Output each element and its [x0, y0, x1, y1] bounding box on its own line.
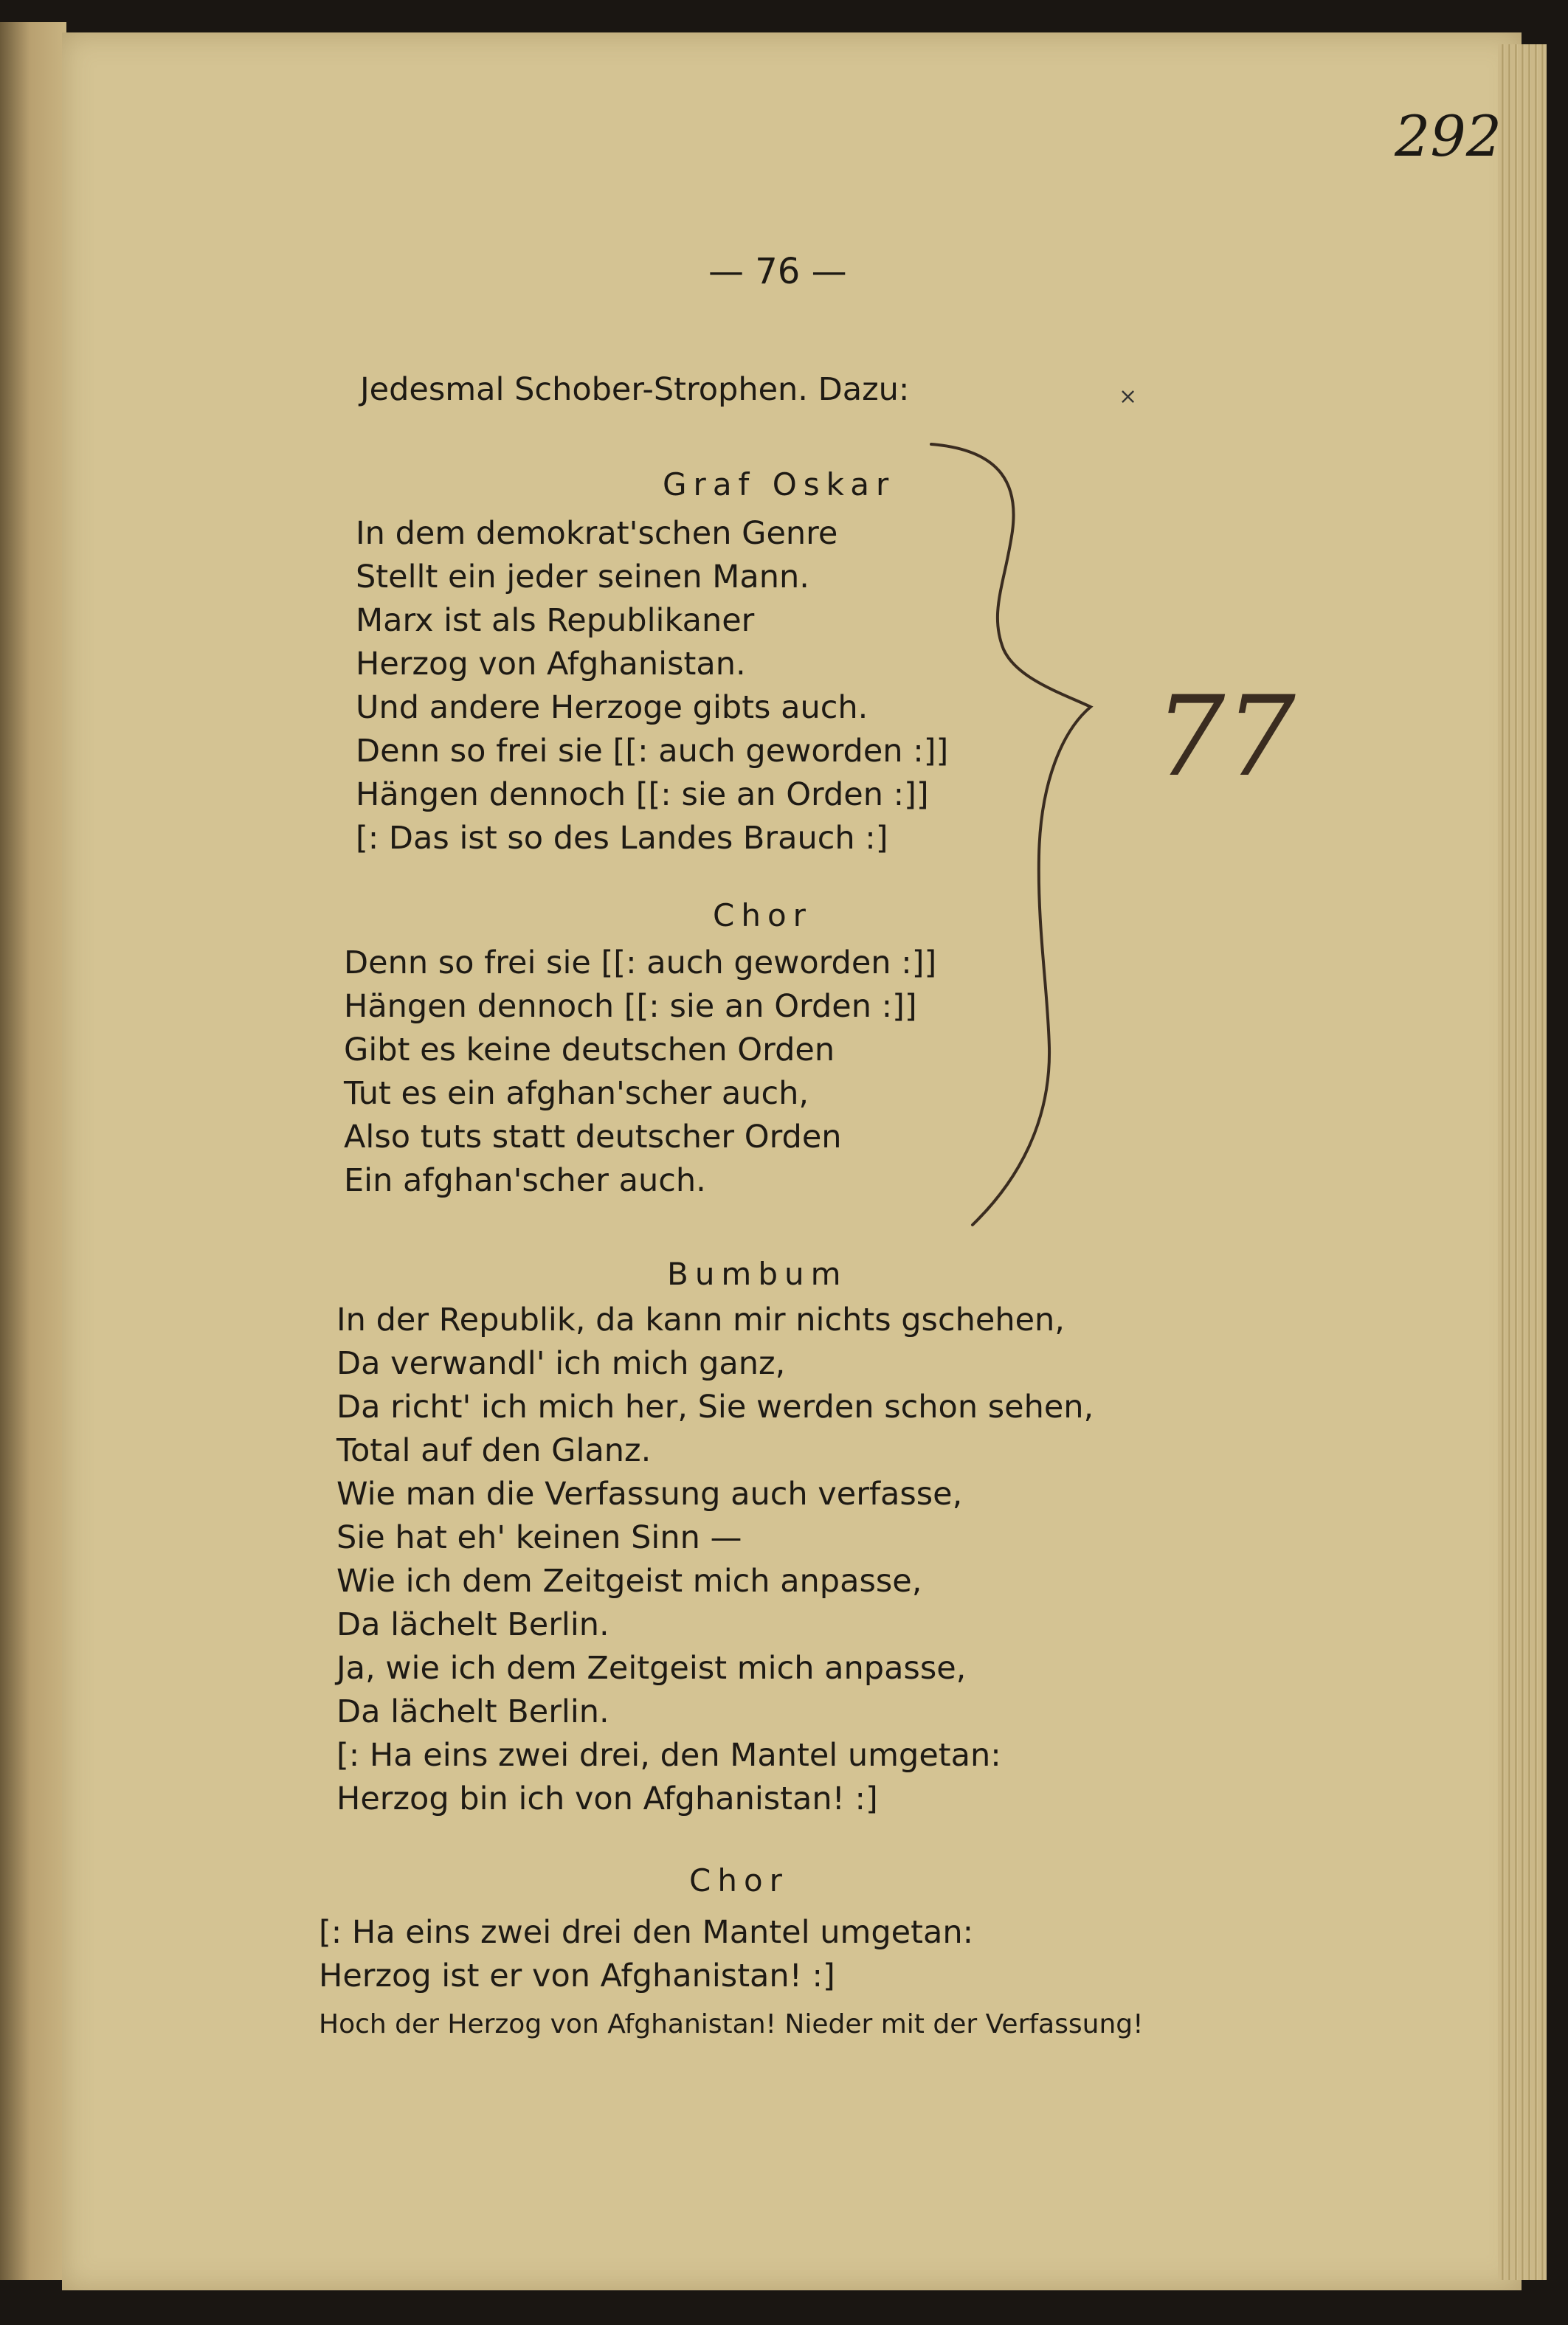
verse-line: Da richt' ich mich her, Sie werden schon sehen,	[336, 1389, 1094, 1426]
verse-line: Da verwandl' ich mich ganz,	[336, 1345, 786, 1382]
verse-line: Herzog bin ich von Afghanistan! :]	[336, 1780, 878, 1817]
verse-line: Ein afghan'scher auch.	[344, 1162, 706, 1199]
verse-line: Hoch der Herzog von Afghanistan! Nieder mit der Verfassung!	[319, 2009, 1144, 2039]
verse-line: Und andere Herzoge gibts auch.	[356, 689, 868, 726]
verse-line: Denn so frei sie [[: auch geworden :]]	[356, 733, 949, 770]
verse-line: Da lächelt Berlin.	[336, 1606, 609, 1643]
verse-line: [: Ha eins zwei drei den Mantel umgetan:	[319, 1914, 974, 1951]
verse-line: Ja, wie ich dem Zeitgeist mich anpasse,	[336, 1650, 967, 1687]
verse-line: Marx ist als Republikaner	[356, 602, 755, 639]
curly-brace-stroke	[931, 444, 1091, 1225]
verse-line: [: Ha eins zwei drei, den Mantel umgetan:	[336, 1737, 1001, 1774]
verse-line: In der Republik, da kann mir nichts gschehen,	[336, 1302, 1065, 1338]
heading-bumbum: Bumbum	[667, 1256, 848, 1292]
verse-line: Hängen dennoch [[: sie an Orden :]]	[356, 776, 929, 813]
handwritten-folio-number: 292	[1395, 103, 1502, 169]
margin-x-mark: ×	[1119, 384, 1138, 410]
verse-line: Wie ich dem Zeitgeist mich anpasse,	[336, 1563, 922, 1600]
verse-line: Wie man die Verfassung auch verfasse,	[336, 1476, 963, 1513]
verse-line: In dem demokrat'schen Genre	[356, 515, 838, 552]
verse-line: Gibt es keine deutschen Orden	[344, 1032, 835, 1068]
verse-line: Denn so frei sie [[: auch geworden :]]	[344, 944, 937, 981]
verse-line: Total auf den Glanz.	[336, 1432, 652, 1469]
verse-line: Sie hat eh' keinen Sinn —	[336, 1519, 742, 1556]
verse-chor-final	[319, 1911, 973, 1998]
heading-chor-final: Chor	[689, 1862, 789, 1899]
heading-graf-oskar: Graf Oskar	[663, 466, 896, 502]
verse-line: Tut es ein afghan'scher auch,	[344, 1075, 809, 1112]
verse-line: Da lächelt Berlin.	[336, 1693, 609, 1730]
verse-line: Stellt ein jeder seinen Mann.	[356, 559, 809, 595]
verse-bumbum	[336, 1299, 1094, 1821]
verse-line: Herzog von Afghanistan.	[356, 646, 746, 683]
verse-line: Herzog ist er von Afghanistan! :]	[319, 1958, 835, 1994]
verse-line: Also tuts statt deutscher Orden	[344, 1119, 842, 1155]
verse-final-line	[319, 2003, 1144, 2046]
page-number: — 76 —	[708, 251, 847, 292]
heading-chor: Chor	[713, 897, 812, 933]
margin-note: 77	[1155, 673, 1296, 801]
verse-line: [: Das ist so des Landes Brauch :]	[356, 820, 888, 857]
verse-line: Hängen dennoch [[: sie an Orden :]]	[344, 988, 917, 1025]
intro-line: Jedesmal Schober-Strophen. Dazu:	[360, 371, 910, 408]
